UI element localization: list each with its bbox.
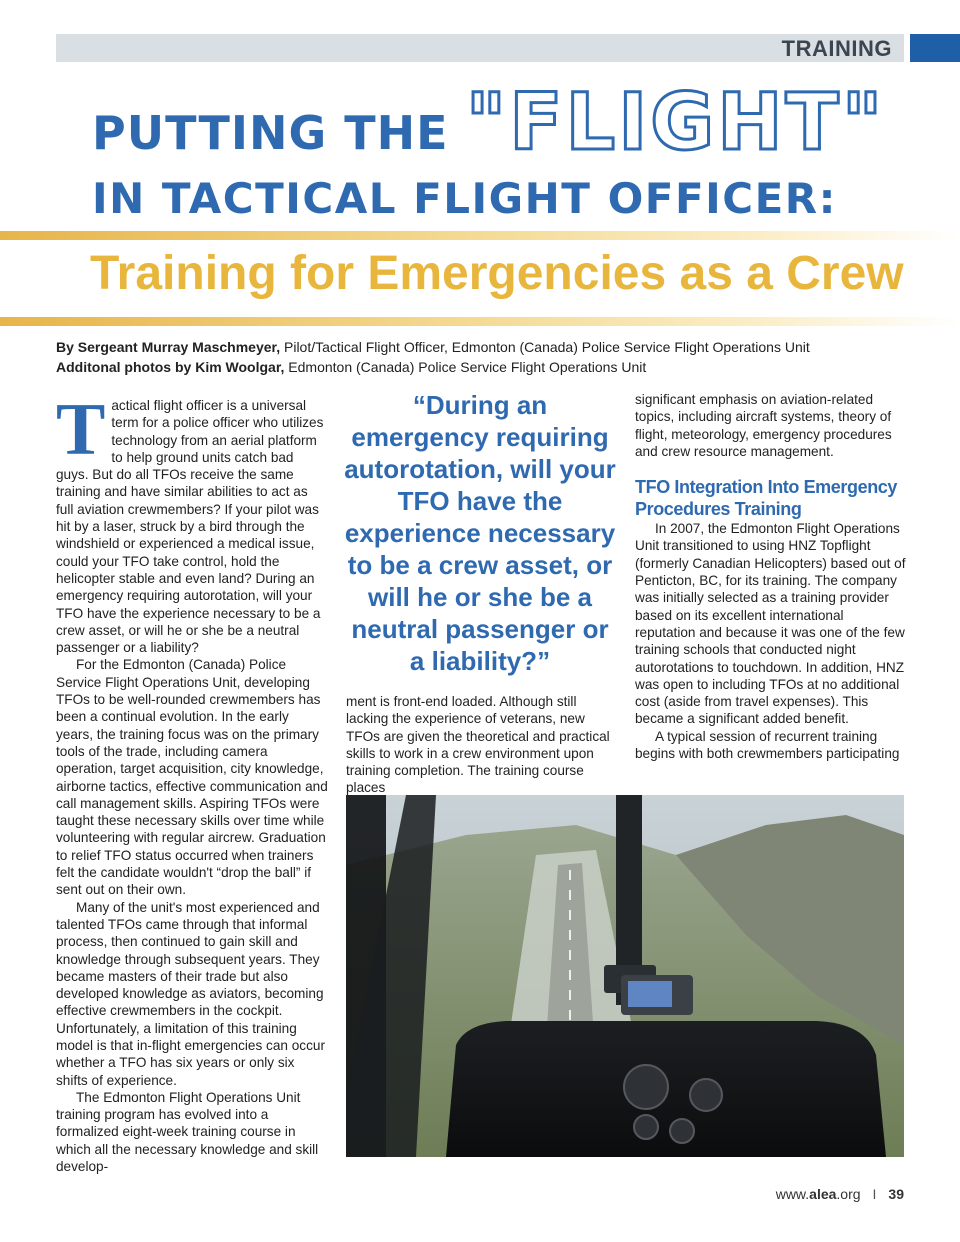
- footer-url-domain: alea: [809, 1186, 837, 1202]
- gold-rule-bottom: [0, 317, 960, 326]
- section-accent-block: [910, 34, 960, 62]
- page-footer: [776, 1186, 904, 1202]
- section-label: TRAINING: [781, 36, 892, 61]
- headline-prefix: PUTTING THE: [92, 106, 466, 160]
- article-paragraph: [56, 389, 328, 656]
- footer-separator: I: [872, 1186, 877, 1202]
- article-column-left: [56, 389, 328, 1175]
- author-name: By Sergeant Murray Maschmeyer,: [56, 339, 281, 355]
- article-paragraph: ment is front-end loaded. Although still lacking the experience of veterans, new TFOs are given the theoretical and practical skills to work in a crew environment upon training completion. The training course places: [346, 694, 610, 796]
- article-column-right: [635, 391, 907, 762]
- headline-line-2: IN TACTICAL FLIGHT OFFICER:: [92, 174, 837, 223]
- article-column-middle: [346, 693, 616, 797]
- author-byline: [56, 339, 936, 355]
- article-paragraph: For the Edmonton (Canada) Police Service Flight Operations Unit, developing TFOs to be well-rounded crewmembers has been a continual evolution. In the early years, the training focus was on the primary tools of the trade, including camera operation, target acquisition, city knowledge, airborne tactics, effective communication and call management skills. Aspiring TFOs were taught these necessary skills over time while volunteering with regular aircrew. Graduation to relief TFO status occurred when trainers felt the candidate wouldn't “drop the ball” if sent out on their own.: [56, 657, 328, 898]
- section-subhead: TFO Integration Into Emergency Procedures Training: [635, 477, 898, 520]
- footer-url-suffix: .org: [836, 1186, 861, 1202]
- page-number: 39: [888, 1186, 904, 1202]
- photographer-role: Edmonton (Canada) Police Service Flight Operations Unit: [284, 359, 647, 375]
- drop-cap: T: [56, 389, 106, 471]
- photo-credit: [56, 359, 936, 375]
- section-header-bar: [56, 34, 904, 62]
- article-paragraph: The Edmonton Flight Operations Unit training program has evolved into a formalized eight-week training course in which all the necessary knowledge and skill develop-: [56, 1089, 319, 1175]
- subtitle: Training for Emergencies as a Crew: [90, 247, 904, 300]
- article-paragraph: A typical session of recurrent training begins with both crewmembers participating: [635, 728, 900, 762]
- headline-line-1: [92, 78, 912, 168]
- article-paragraph: Many of the unit's most experienced and talented TFOs came through that informal process, then continued to gain skill and knowledge through subsequent years. They became masters of their trade but also developed knowledge as aviators, becoming effective crewmembers in the cockpit. Unfortunately, a limitation of this training model is that in-flight emergencies can occur whether a TFO has six years or only six shifts of experience.: [56, 899, 325, 1088]
- article-paragraph: In 2007, the Edmonton Flight Operations Unit transitioned to using HNZ Topflight (formerly Canadian Helicopters) based out of Penticton, BC, for its training. The company was initially selected as a training provider based on its excellent international reputation and because it was one of the few training schools that conducted night autorotations to touchdown. In addition, HNZ was open to including TFOs at no additional cost (aside from travel expenses). This became a significant added benefit.: [635, 521, 906, 727]
- paragraph-text: actical flight officer is a universal term for a police officer who utilizes technology from an aerial platform to help ground units catch bad guys. But do all TFOs receive the same training and have similar abilities to act as full aviation crewmembers? If your pilot was hit by a laser, struck by a bird through the windshield or experienced a medical issue, could your TFO take control, hold the helicopter stable and even land? During an emergency requiring autorotation, will your TFO have the experience necessary to be a crew asset, or will he or she be a neutral passenger or a liability?: [56, 398, 324, 656]
- pull-quote: “During an emergency requiring autorotation, will your TFO have the experience necessary to be a crew asset, or will he or she be a neutral passenger or a liability?”: [344, 390, 616, 676]
- article-paragraph: significant emphasis on aviation-related topics, including aircraft systems, theory of flight, meteorology, emergency procedures and crew resource management.: [635, 392, 892, 459]
- photographer-name: Additonal photos by Kim Woolgar,: [56, 359, 285, 375]
- cockpit-photo: [346, 795, 904, 1157]
- cockpit-photo-illustration: [346, 795, 904, 1157]
- headline-emphasis: "FLIGHT": [465, 78, 886, 168]
- author-role: Pilot/Tactical Flight Officer, Edmonton (Canada) Police Service Flight Operations Unit: [280, 339, 810, 355]
- footer-url-prefix: www.: [775, 1186, 810, 1202]
- gold-rule-top: [0, 231, 960, 240]
